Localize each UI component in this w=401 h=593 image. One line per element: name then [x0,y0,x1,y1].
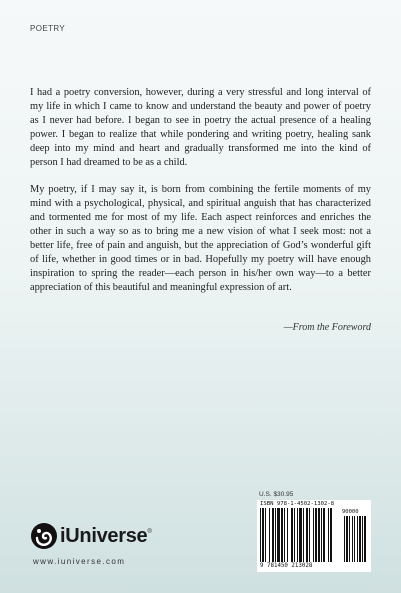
ean-digits: 9 781450 213028 [260,563,313,569]
excerpt-paragraph-2: My poetry, if I may say it, is born from combining the fertile moments of my mind with a psychological, physical, and spiritual anguish that has characterized and tormented me for most of my life. Each aspect reinforces and enriches the other in such a way so as to bring me a new vision of what I seek most: not a better life, free of pain and anguish, but the appreciation of God’s wonderful gift of life, whether in good times or in bad. Hopefully my poetry will have enough inspiration to spring the reader—each person in his/her own way—to a better appreciation of this beautiful and meaningful expression of art. [30,184,371,293]
publisher-name: iUniverse [60,524,148,547]
addon-digits: 90000 [342,509,359,515]
price-label: U.S. $30.95 [259,491,294,498]
ean-barcode [260,508,368,563]
genre-label: POETRY [30,24,66,33]
excerpt-paragraph-1: I had a poetry conversion, however, during a very stressful and long interval of my life in which I came to know and understand the beauty and power of poetry as I never had before. I began to see in poetry the actual presence of a healing power. I began to realize that while pondering and writing poetry, healing sank deep into my mind and heart and gradually transformed me into the kind of person I had dreamed to be as a child. [30,87,371,168]
isbn-label: ISBN 978-1-4502-1302-8 [260,501,335,507]
excerpt-attribution: —From the Foreword [283,322,371,333]
foreword-excerpt [30,86,371,309]
registered-mark: ® [147,529,152,535]
barcode-area [257,500,371,572]
publisher-logo [30,522,152,550]
iuniverse-swirl-icon [30,522,58,550]
publisher-website: www.iuniverse.com [33,557,126,566]
